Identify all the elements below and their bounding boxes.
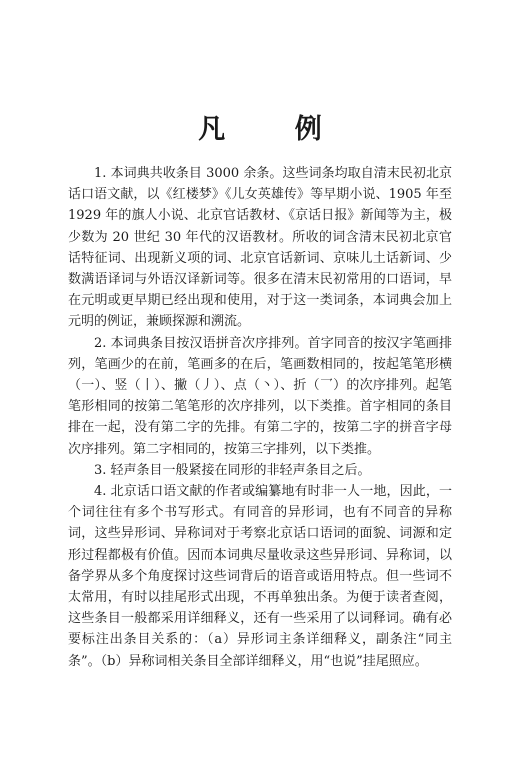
paragraph-4: 4. 北京话口语文献的作者或编纂地有时非一人一地，因此，一个词往往有多个书写形式。有同音的异形词，也有不同音的异称词，这些异形词、异称词对于考察北京话口语词的面貌、词源和定形过程都极有价值。因而本词典尽量收录这些异形词、异称词，以备学界从多个角度探讨这些词背后的语音或语用特点。但一些词不太常用，有时以挂尾形式出现，不再单独出条。为便于读者查阅，这些条目一般都采用详细释义，还有一些采用了以词释词。确有必要标注出条目关系的：（a）异形词主条详细释义，副条注“同主条”。（b）异称词相关条目全部详细释义，用“也说”挂尾照应。 bbox=[68, 484, 452, 669]
paragraph-1: 1. 本词典共收条目 3000 余条。这些词条均取自清末民初北京话口语文献，以《红楼梦》《儿女英雄传》等早期小说、1905 年至 1929 年的旗人小说、北京官话教材、《京话日报》新闻等为主，极少数为 20 世纪 30 年代的汉语教材。所收的词含清末民初北京官话特征词、出现新义项的词、北京官话新词、京味儿土话新词、少数满语译词与外语汉译新词等。很多在清末民初常用的口语词，早在元明或更早期已经出现和使用，对于这一类词条，本词典会加上元明的例证，兼顾探源和溯流。 bbox=[68, 166, 452, 330]
paragraph-2: 2. 本词典条目按汉语拼音次序排列。首字同音的按汉字笔画排列，笔画少的在前，笔画多的在后，笔画数相同的，按起笔笔形横（一）、竖（丨）、撇（丿）、点（丶）、折（乛）的次序排列。起笔笔形相同的按第二笔笔形的次序排列，以下类推。首字相同的条目排在一起，没有第二字的先排。有第二字的，按第二字的拼音字母次序排列。第二字相同的，按第三字排列，以下类推。 bbox=[68, 335, 452, 457]
body-text bbox=[68, 163, 452, 672]
page-title: 凡 例 bbox=[198, 114, 352, 145]
paragraph-3: 3. 轻声条目一般紧接在同形的非轻声条目之后。 bbox=[94, 462, 371, 478]
